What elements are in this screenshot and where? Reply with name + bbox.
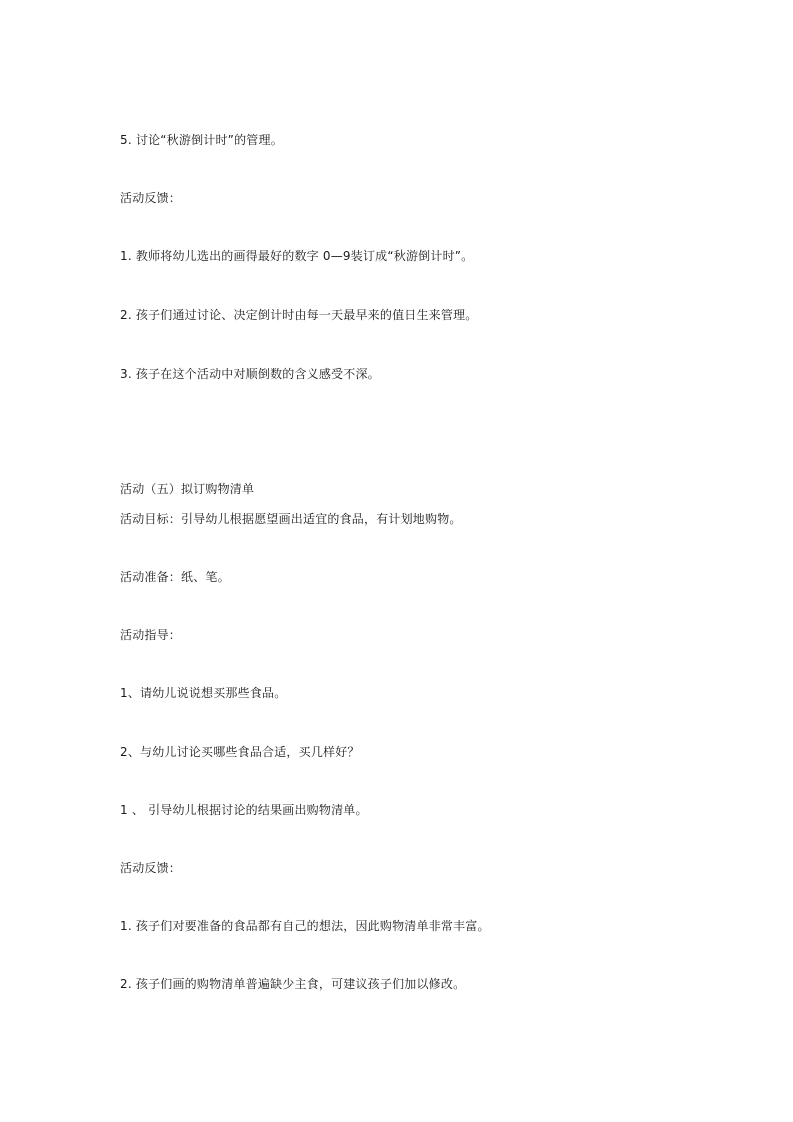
feedback-item-3: 3. 孩子在这个活动中对顺倒数的含义感受不深。 [120,367,380,381]
activity-five-title: 活动（五）拟订购物清单 [120,482,255,496]
feedback2-item-1: 1. 孩子们对要准备的食品都有自己的想法，因此购物清单非常丰富。 [120,919,490,933]
feedback-heading-2: 活动反馈： [120,861,182,875]
feedback-heading: 活动反馈： [120,191,182,205]
discussion-item-5: 5. 讨论“秋游倒计时”的管理。 [120,133,283,147]
guidance-item-2: 2、与幼儿讨论买哪些食品合适，买几样好？ [120,745,360,759]
guidance-item-1: 1、请幼儿说说想买那些食品。 [120,686,287,700]
feedback-item-2: 2. 孩子们通过讨论、决定倒计时由每一天最早来的值日生来管理。 [120,308,478,322]
activity-guidance-heading: 活动指导： [120,628,182,642]
activity-goal: 活动目标：引导幼儿根据愿望画出适宜的食品，有计划地购物。 [120,512,462,526]
activity-preparation: 活动准备：纸、笔。 [120,570,230,584]
guidance-item-3: 1 、 引导幼儿根据讨论的结果画出购物清单。 [120,803,368,817]
feedback-item-1: 1. 教师将幼儿选出的画得最好的数字 0—9装订成“秋游倒计时”。 [120,249,474,263]
feedback2-item-2: 2. 孩子们画的购物清单普遍缺少主食，可建议孩子们加以修改。 [120,977,466,991]
